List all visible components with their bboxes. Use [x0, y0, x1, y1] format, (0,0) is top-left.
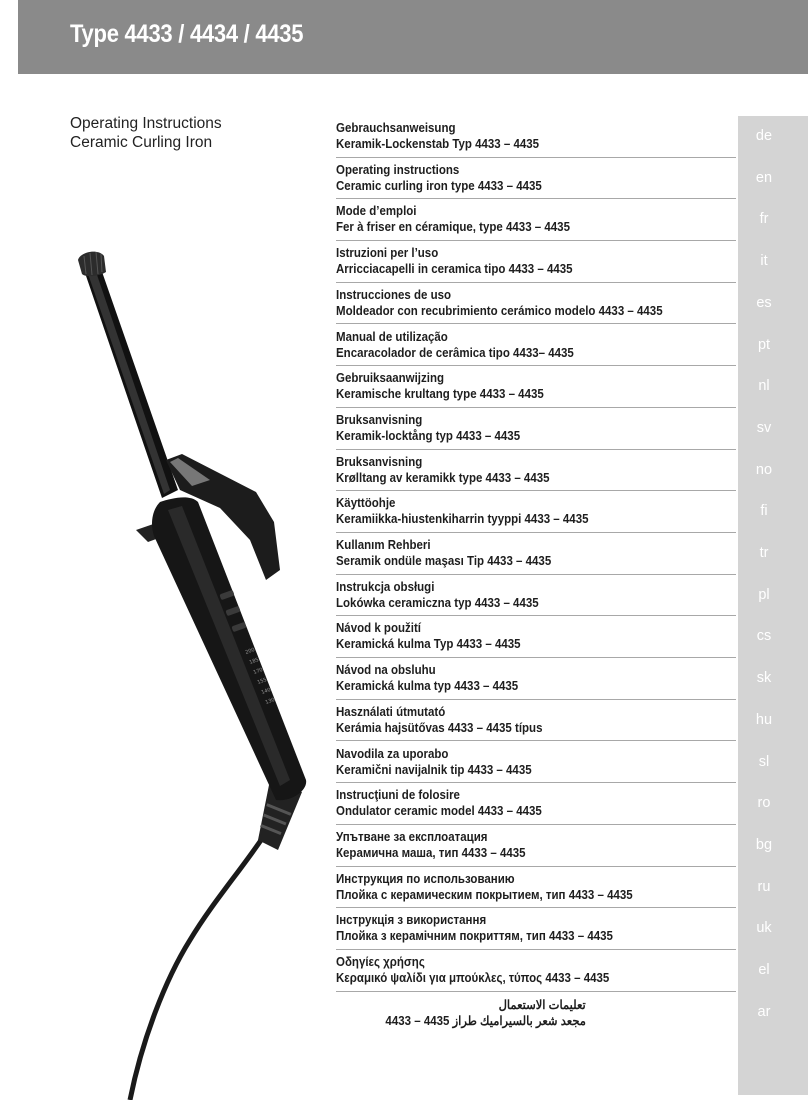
- lang-code-en[interactable]: en: [755, 169, 773, 186]
- entry-heading: تعليمات الاستعمال: [498, 997, 586, 1012]
- language-entry-ro: [336, 783, 736, 825]
- lang-code-fi[interactable]: fi: [760, 503, 768, 520]
- entry-product-name: Плойка с керамическим покрытием, тип 4433 – 4435: [336, 887, 633, 902]
- entry-heading: Manual de utilização: [336, 329, 448, 344]
- scale-label: 130: [264, 696, 276, 706]
- curling-iron-image: [70, 240, 320, 1100]
- entry-product-name: Keramik-Lockenstab Typ 4433 – 4435: [336, 137, 540, 151]
- scale-label: 200: [244, 646, 256, 656]
- entry-product-name: Encaracolador de cerâmica tipo 4433– 4435: [336, 345, 574, 360]
- lang-code-uk[interactable]: uk: [756, 920, 772, 937]
- language-entry-hu: [336, 700, 736, 742]
- entry-heading: Návod na obsluhu: [336, 663, 436, 678]
- language-entry-pt: [336, 325, 736, 367]
- lang-code-cs[interactable]: cs: [756, 628, 772, 645]
- document-title: [70, 114, 222, 152]
- language-entry-ru: [336, 867, 736, 909]
- entry-product-name: Moldeador con recubrimiento cerámico modelo 4433 – 4435: [336, 303, 663, 318]
- power-cord: [130, 800, 285, 1100]
- language-entry-fi: [336, 491, 736, 533]
- lang-code-sk[interactable]: sk: [756, 670, 772, 687]
- language-entry-sl: [336, 742, 736, 784]
- language-entry-es: [336, 283, 736, 325]
- entry-product-name: Kerámia hajsütővas 4433 – 4435 típus: [336, 720, 543, 735]
- language-entry-no: [336, 450, 736, 492]
- lang-code-ro[interactable]: ro: [757, 795, 771, 812]
- language-tab-strip: [738, 116, 808, 1095]
- entry-heading: Gebruiksaanwijzing: [336, 371, 444, 386]
- entry-product-name: Krølltang av keramikk type 4433 – 4435: [336, 470, 550, 485]
- lang-code-no[interactable]: no: [755, 461, 773, 478]
- language-entry-en: [336, 158, 736, 200]
- entry-product-name: Keramik-locktång typ 4433 – 4435: [336, 428, 521, 443]
- language-entry-nl: [336, 366, 736, 408]
- entry-heading: Kullanım Rehberi: [336, 538, 431, 552]
- entry-product-name: Lokówka ceramiczna typ 4433 – 4435: [336, 595, 539, 610]
- entry-product-name: Ceramic curling iron type 4433 – 4435: [336, 178, 542, 193]
- entry-product-name: Keramická kulma typ 4433 – 4435: [336, 679, 519, 694]
- entry-product-name: Keramični navijalnik tip 4433 – 4435: [336, 762, 532, 777]
- entry-product-name: Керамична маша, тип 4433 – 4435: [336, 845, 526, 860]
- lang-code-pt[interactable]: pt: [757, 336, 771, 353]
- entry-heading: Gebrauchsanweisung: [336, 121, 456, 135]
- lang-code-hu[interactable]: hu: [755, 711, 773, 728]
- language-entry-de: [336, 116, 736, 158]
- entry-product-name: Κεραμικό ψαλίδι για μπούκλες, τύπος 4433 – 4435: [336, 971, 610, 985]
- entry-product-name: Keramische krultang type 4433 – 4435: [336, 387, 544, 402]
- entry-heading: Инструкция по использованию: [336, 871, 515, 886]
- entry-heading: Mode d’emploi: [336, 204, 417, 219]
- lang-code-sl[interactable]: sl: [758, 753, 770, 770]
- entry-heading: Instrucţiuni de folosire: [336, 788, 460, 803]
- entry-product-name: Arricciacapelli in ceramica tipo 4433 – 4435: [336, 262, 573, 277]
- lang-code-tr[interactable]: tr: [759, 545, 769, 561]
- scale-label: 155: [256, 676, 268, 686]
- entry-product-name: Keramiikka-hiustenkiharrin tyyppi 4433 – 4435: [336, 512, 589, 527]
- entry-heading: Käyttöohje: [336, 496, 396, 511]
- lang-code-ru[interactable]: ru: [757, 878, 771, 895]
- entry-heading: Használati útmutató: [336, 704, 446, 719]
- scale-label: 170: [252, 666, 264, 676]
- entry-heading: Návod k použití: [336, 621, 421, 636]
- entry-product-name: Плойка з керамічним покриттям, тип 4433 – 4435: [336, 929, 613, 944]
- title-line-1: Operating Instructions: [70, 115, 222, 132]
- language-entry-uk: [336, 908, 736, 950]
- entry-heading: Istruzioni per l’uso: [336, 246, 439, 261]
- lang-code-sv[interactable]: sv: [756, 419, 772, 436]
- lang-code-de[interactable]: de: [755, 128, 773, 144]
- entry-heading: Інструкція з використання: [336, 913, 487, 928]
- entry-heading: Instrukcja obsługi: [336, 579, 435, 594]
- lang-code-pl[interactable]: pl: [758, 586, 770, 603]
- entry-heading: Instrucciones de uso: [336, 287, 452, 302]
- lang-code-nl[interactable]: nl: [758, 378, 770, 395]
- title-line-2: Ceramic Curling Iron: [70, 134, 213, 151]
- language-entry-bg: [336, 825, 736, 867]
- entry-heading: Οδηγίες χρήσης: [336, 955, 425, 969]
- header-bar: [18, 0, 808, 74]
- entry-product-name: مجعد شعر بالسيراميك طراز 4435 – 4433: [385, 1013, 586, 1028]
- entry-product-name: Fer à friser en céramique, type 4433 – 4435: [336, 220, 570, 235]
- entry-heading: Navodila za uporabo: [336, 746, 449, 761]
- lang-code-bg[interactable]: bg: [755, 836, 773, 853]
- scale-label: 140: [260, 686, 272, 696]
- entry-heading: Bruksanvisning: [336, 454, 423, 469]
- entry-heading: Operating instructions: [336, 162, 460, 177]
- lang-code-it[interactable]: it: [760, 253, 768, 270]
- scale-label: 185: [248, 656, 260, 666]
- language-entry-pl: [336, 575, 736, 617]
- language-entry-tr: [336, 533, 736, 575]
- language-entry-ar: [336, 992, 736, 1034]
- language-entry-fr: [336, 199, 736, 241]
- language-entry-el: [336, 950, 736, 992]
- lang-code-el[interactable]: el: [758, 962, 770, 978]
- lang-code-fr[interactable]: fr: [759, 211, 769, 228]
- language-entry-sv: [336, 408, 736, 450]
- language-entry-it: [336, 241, 736, 283]
- entry-heading: Bruksanvisning: [336, 412, 423, 427]
- language-entry-cs: [336, 616, 736, 658]
- entry-product-name: Ondulator ceramic model 4433 – 4435: [336, 804, 542, 819]
- entry-heading: Упътване за експлоатация: [336, 829, 488, 844]
- page-title: Type 4433 / 4434 / 4435: [70, 20, 304, 48]
- entry-product-name: Seramik ondüle maşası Tip 4433 – 4435: [336, 554, 552, 568]
- lang-code-ar[interactable]: ar: [757, 1003, 771, 1020]
- entry-product-name: Keramická kulma Typ 4433 – 4435: [336, 637, 521, 652]
- lang-code-es[interactable]: es: [756, 294, 772, 311]
- language-entry-sk: [336, 658, 736, 700]
